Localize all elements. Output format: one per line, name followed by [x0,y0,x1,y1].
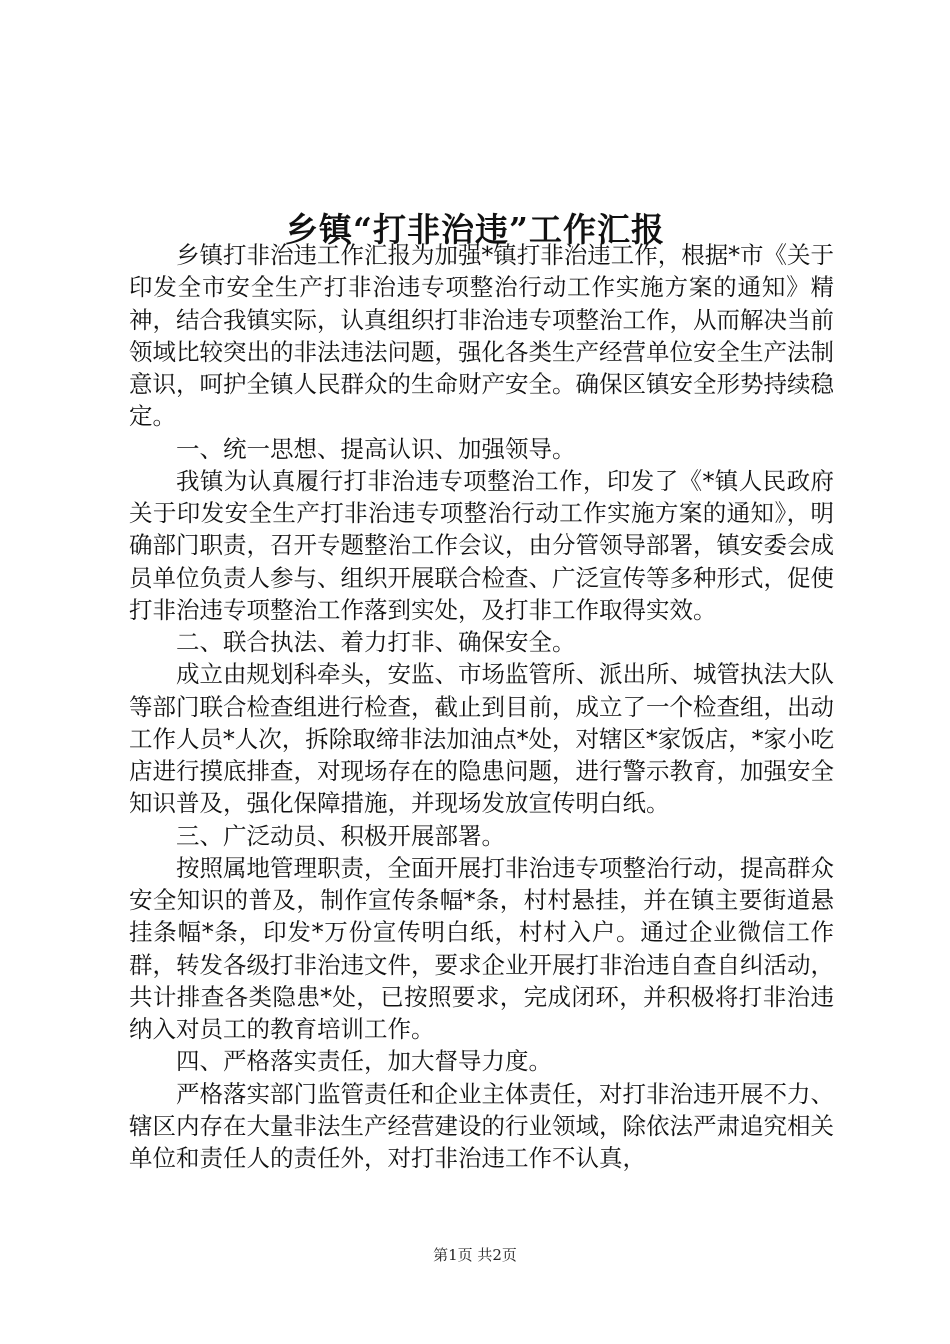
document-body [129,239,834,1174]
page-number-footer: 第1页 共2页 [433,1246,517,1264]
section-heading-4: 四、严格落实责任，加大督导力度。 [176,1047,552,1076]
paragraph-intro: 乡镇打非治违工作汇报为加强*镇打非治违工作，根据*市《关于印发全市安全生产打非治违专项整治行动工作实施方案的通知》精神，结合我镇实际，认真组织打非治违专项整治工作，从而解决当前领域比较突出的非法违法问题，强化各类生产经营单位安全生产法制意识，呵护全镇人民群众的生命财产安全。确保区镇安全形势持续稳定。 [129,241,834,431]
paragraph-section-3: 按照属地管理职责，全面开展打非治违专项整治行动，提高群众安全知识的普及，制作宣传条幅*条，村村悬挂，并在镇主要街道悬挂条幅*条，印发*万份宣传明白纸，村村入户。通过企业微信工作群，转发各级打非治违文件，要求企业开展打非治违自查自纠活动，共计排查各类隐患*处，已按照要求，完成闭环，并积极将打非治违纳入对员工的教育培训工作。 [129,853,834,1043]
paragraph-section-1: 我镇为认真履行打非治违专项整治工作，印发了《*镇人民政府关于印发安全生产打非治违专项整治行动工作实施方案的通知》，明确部门职责，召开专题整治工作会议，由分管领导部署，镇安委会成员单位负责人参与、组织开展联合检查、广泛宣传等多种形式，促使打非治违专项整治工作落到实处，及打非工作取得实效。 [129,466,834,624]
document-title: 乡镇“打非治违”工作汇报 [285,210,665,250]
section-heading-1: 一、统一思想、提高认识、加强领导。 [176,434,576,463]
section-heading-2: 二、联合执法、着力打非、确保安全。 [176,628,576,656]
paragraph-section-4: 严格落实部门监管责任和企业主体责任，对打非治违开展不力、辖区内存在大量非法生产经营建设的行业领域，除依法严肃追究相关单位和责任人的责任外，对打非治违工作不认真， [129,1079,834,1172]
section-heading-3: 三、广泛动员、积极开展部署。 [176,821,505,850]
paragraph-section-2: 成立由规划科牵头，安监、市场监管所、派出所、城管执法大队等部门联合检查组进行检查，截止到目前，成立了一个检查组，出动工作人员*人次，拆除取缔非法加油点*处，对辖区*家饭店，*家小吃店进行摸底排查，对现场存在的隐患问题，进行警示教育，加强安全知识普及，强化保障措施，并现场发放宣传明白纸。 [129,660,834,818]
